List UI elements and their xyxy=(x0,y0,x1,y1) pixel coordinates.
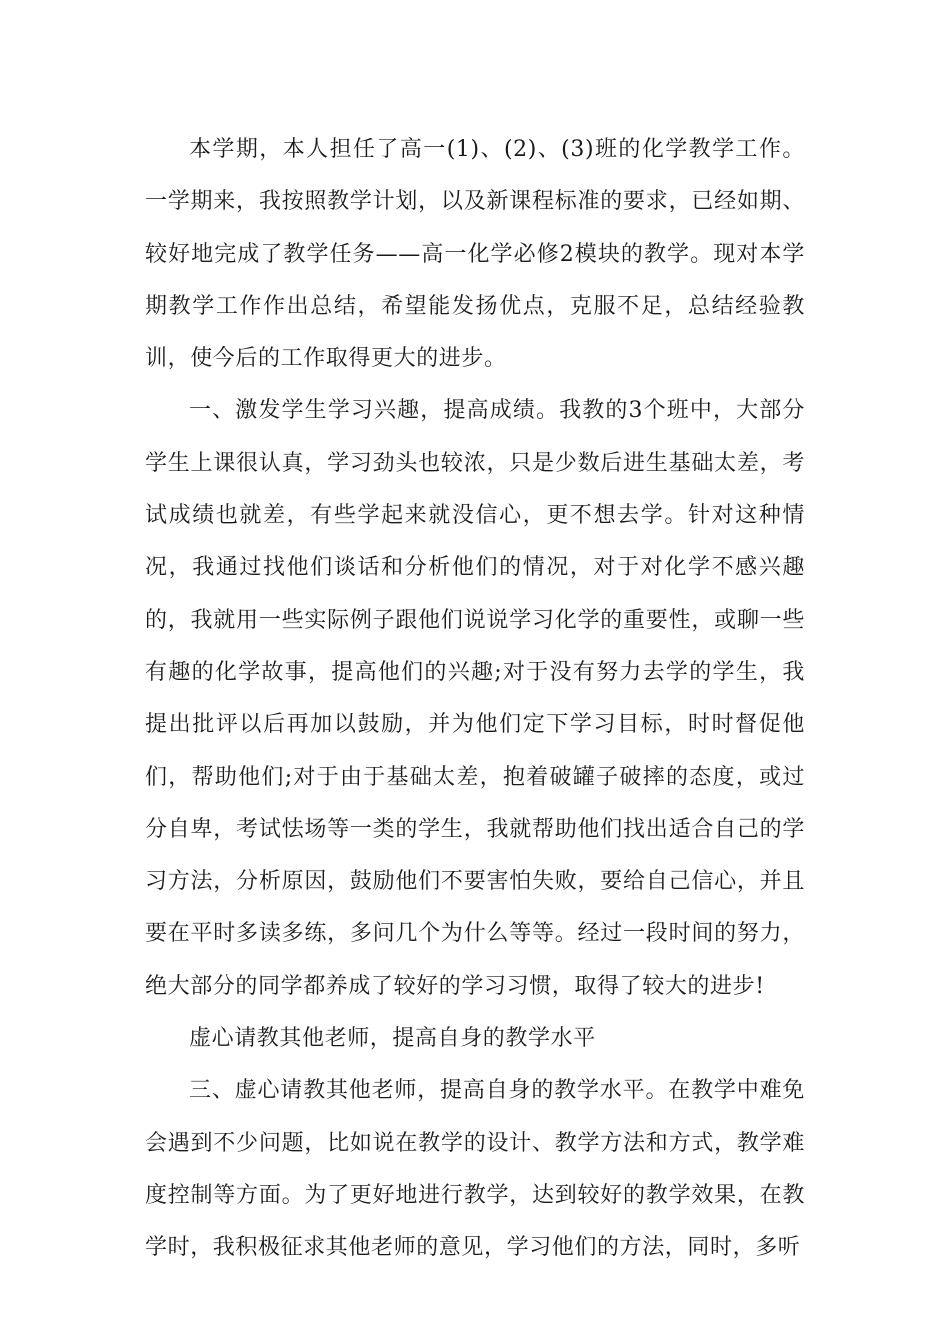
paragraph-intro: 本学期，本人担任了高一(1)、(2)、(3)班的化学教学工作。一学期来，我按照教学计划，以及新课程标准的要求，已经如期、较好地完成了教学任务——高一化学必修2模块的教学。现对本学期教学工作作出总结，希望能发扬优点，克服不足，总结经验教训，使今后的工作取得更大的进步。 xyxy=(145,137,805,372)
paragraph-section-three: 三、虚心请教其他老师，提高自身的教学水平。在教学中难免会遇到不少问题，比如说在教学的设计、教学方法和方式，教学难度控制等方面。为了更好地进行教学，达到较好的教学效果，在教学时，我积极征求其他老师的意见，学习他们的方法，同时，多听 xyxy=(145,1078,805,1261)
paragraph-heading: 虚心请教其他老师，提高自身的教学水平 xyxy=(189,1026,596,1052)
document-body xyxy=(145,124,805,1275)
paragraph-section-one: 一、激发学生学习兴趣，提高成绩。我教的3个班中，大部分学生上课很认真，学习劲头也较浓，只是少数后进生基础太差，考试成绩也就差，有些学起来就没信心，更不想去学。针对这种情况，我通过找他们谈话和分析他们的情况，对于对化学不感兴趣的，我就用一些实际例子跟他们说说学习化学的重要性，或聊一些有趣的化学故事，提高他们的兴趣;对于没有努力去学的学生，我提出批评以后再加以鼓励，并为他们定下学习目标，时时督促他们，帮助他们;对于由于基础太差，抱着破罐子破摔的态度，或过分自卑，考试怯场等一类的学生，我就帮助他们找出适合自己的学习方法，分析原因，鼓励他们不要害怕失败，要给自己信心，并且要在平时多读多练，多问几个为什么等等。经过一段时间的努力，绝大部分的同学都养成了较好的学习习惯，取得了较大的进步! xyxy=(145,398,805,999)
